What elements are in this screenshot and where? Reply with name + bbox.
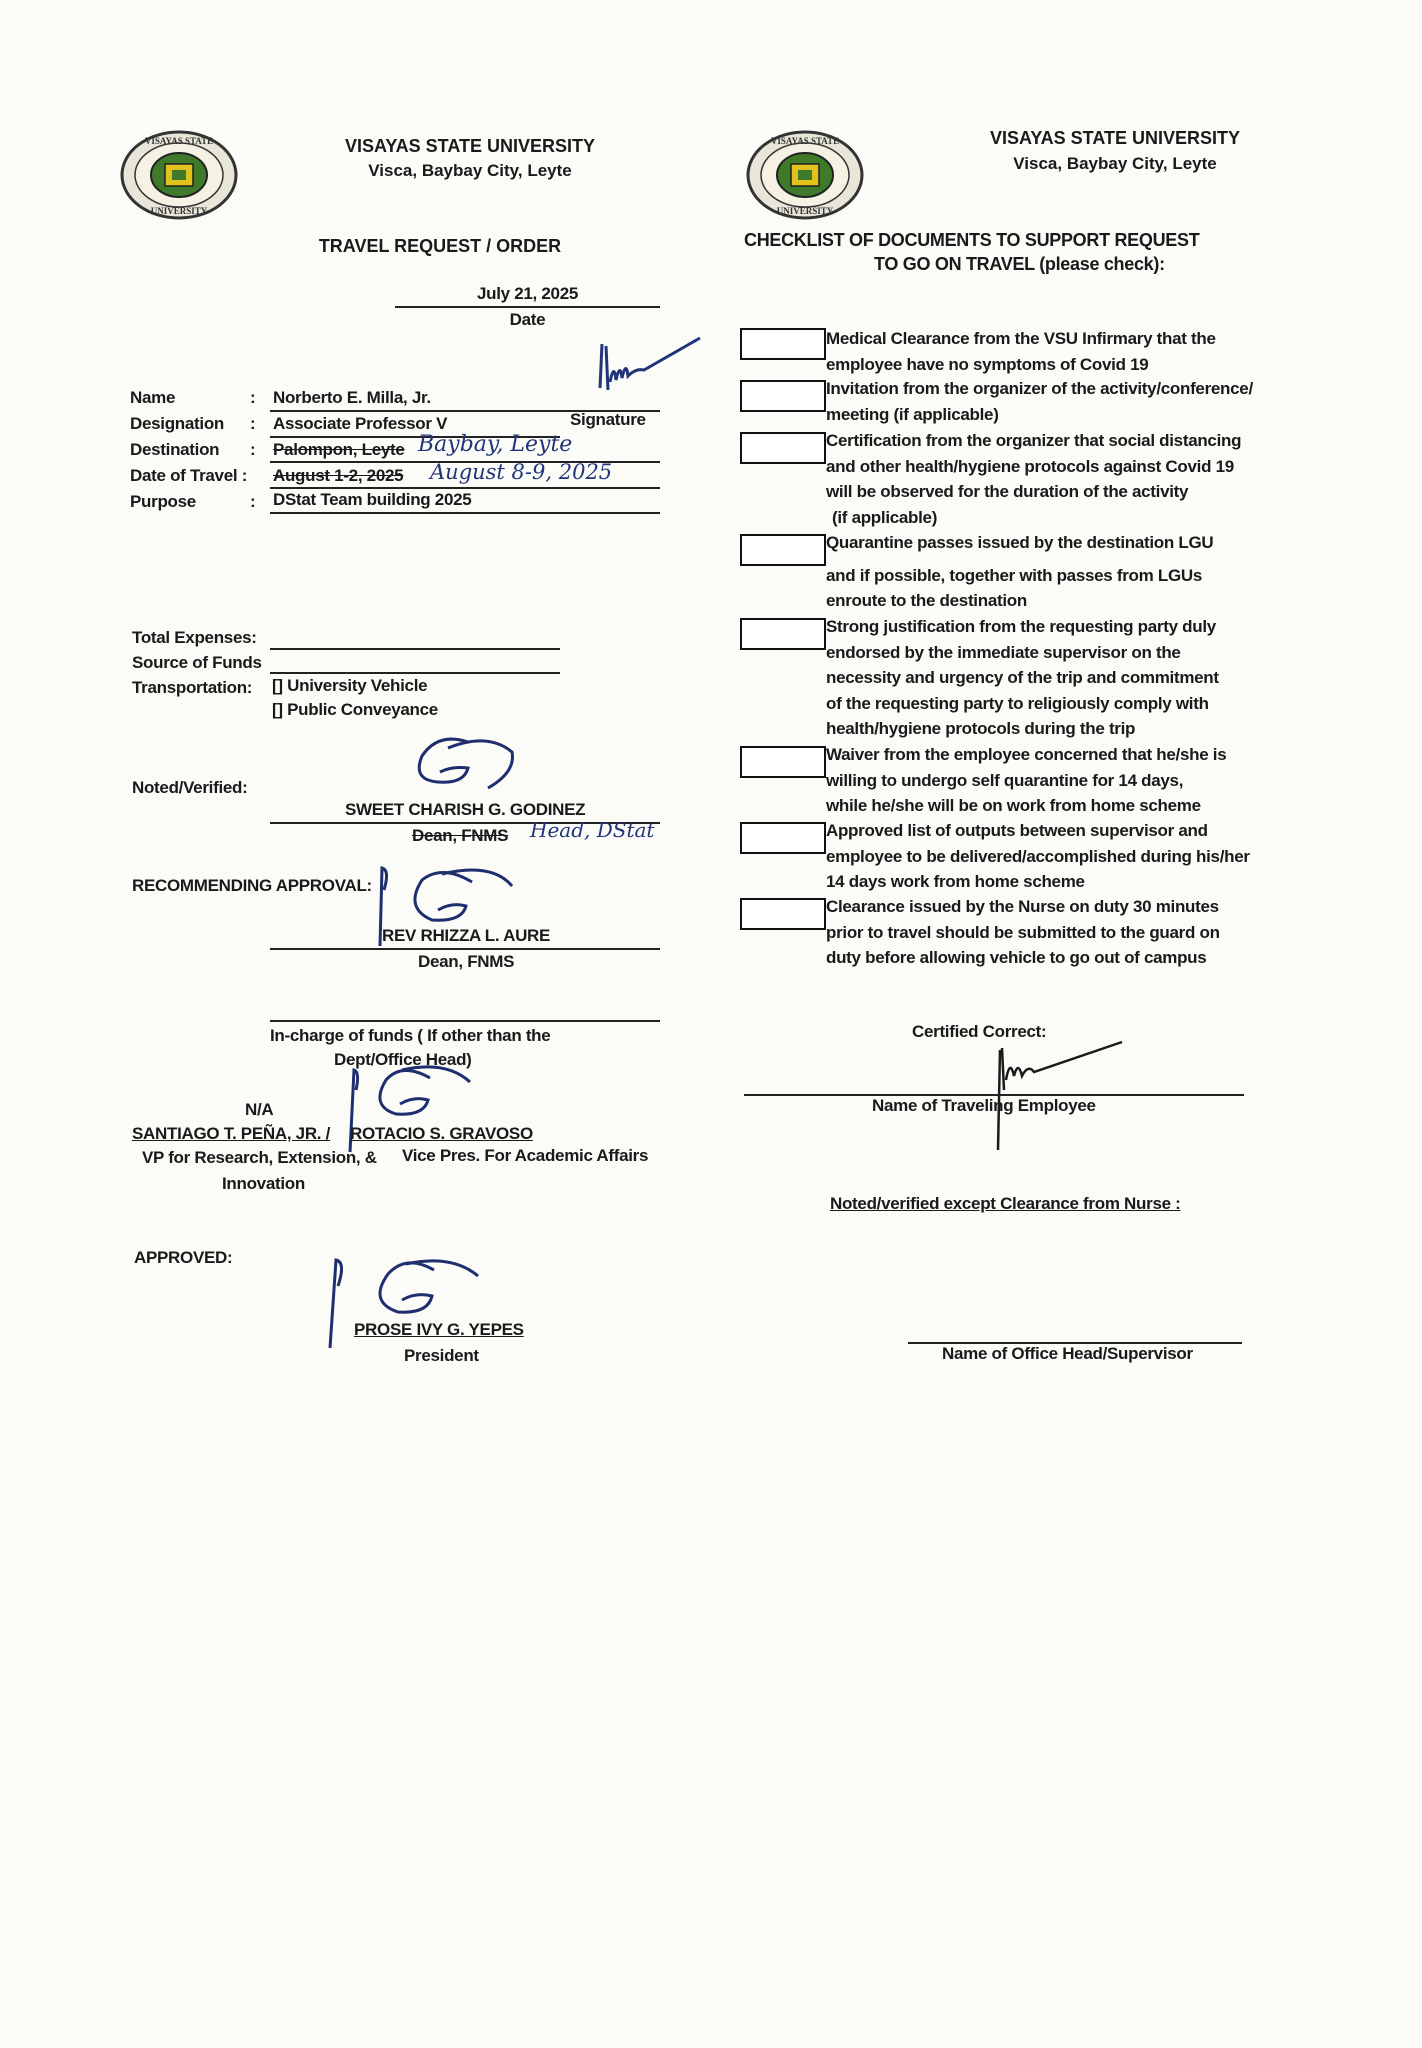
checklist-item-5-line-4: of the requesting party to religiously comply with xyxy=(826,693,1209,713)
checklist-item-8-line-2: prior to travel should be submitted to the guard on xyxy=(826,922,1220,942)
noted-name: SWEET CHARISH G. GODINEZ xyxy=(345,800,586,819)
checklist-item-5-line-1: Strong justification from the requesting party duly xyxy=(826,617,1216,636)
designation-value: Associate Professor V xyxy=(273,414,448,433)
destination-label: Destination xyxy=(130,440,220,459)
checklist-item-waiver xyxy=(826,742,1296,819)
checklist-item-invitation xyxy=(826,376,1296,427)
source-of-funds-line xyxy=(270,672,560,674)
vp-right-title: Vice Pres. For Academic Affairs xyxy=(402,1146,649,1165)
source-of-funds-label: Source of Funds xyxy=(132,653,262,672)
checklist-item-6-line-1: Waiver from the employee concerned that he/she is xyxy=(826,745,1227,764)
date-of-travel-handwritten: August 8-9, 2025 xyxy=(430,460,613,484)
checklist-item-6-line-2: willing to undergo self quarantine for 14 days, xyxy=(826,770,1184,790)
recommending-title: Dean, FNMS xyxy=(418,952,515,971)
checklist-item-5-line-5: health/hygiene protocols during the trip xyxy=(826,719,1136,738)
purpose-label: Purpose xyxy=(130,492,196,511)
left-university-name: VISAYAS STATE UNIVERSITY xyxy=(344,136,596,156)
checklist-item-7-line-2: employee to be delivered/accomplished during his/her xyxy=(826,846,1250,866)
traveling-employee-label: Name of Traveling Employee xyxy=(872,1096,1096,1115)
checklist-item-3-line-4: (if applicable) xyxy=(832,507,938,527)
checklist-item-nurse-clearance xyxy=(826,894,1296,971)
recommending-label: RECOMMENDING APPROVAL: xyxy=(132,876,372,895)
checklist-item-1-line-1: Medical Clearance from the VSU Infirmary that the xyxy=(826,329,1216,348)
name-colon: : xyxy=(250,388,256,407)
option-public-conveyance: [] Public Conveyance xyxy=(272,700,438,719)
seal-text-bottom-right: UNIVERSITY xyxy=(776,206,834,216)
checklist-item-6-line-3: while he/she will be on work from home scheme xyxy=(826,796,1201,815)
name-label: Name xyxy=(130,388,176,407)
approved-title: President xyxy=(404,1346,479,1365)
vp-na: N/A xyxy=(245,1100,274,1119)
checklist-item-8-line-3: duty before allowing vehicle to go out of campus xyxy=(826,948,1207,967)
checklist-item-3-line-2: and other health/hygiene protocols against Covid 19 xyxy=(826,456,1234,476)
right-university-address: Visca, Baybay City, Leyte xyxy=(1013,154,1217,173)
checkbox-waiver[interactable] xyxy=(740,746,826,778)
approved-name: PROSE IVY G. YEPES xyxy=(354,1320,524,1339)
approved-label: APPROVED: xyxy=(134,1248,233,1267)
recommending-name: REV RHIZZA L. AURE xyxy=(382,926,551,945)
certified-signature-image xyxy=(988,1030,1128,1154)
left-university-address: Visca, Baybay City, Leyte xyxy=(368,161,572,180)
vp-right-name: ROTACIO S. GRAVOSO xyxy=(350,1124,533,1143)
checklist-item-7-line-1: Approved list of outputs between supervisor and xyxy=(826,821,1208,840)
name-value: Norberto E. Milla, Jr. xyxy=(273,388,431,407)
checklist-item-1-line-2: employee have no symptoms of Covid 19 xyxy=(826,354,1149,374)
checklist-item-4-line-1: Quarantine passes issued by the destination LGU xyxy=(826,533,1214,552)
checklist-item-strong-justification xyxy=(826,614,1296,742)
checklist-item-approved-outputs xyxy=(826,818,1316,895)
vp-left-name: SANTIAGO T. PEÑA, JR. / xyxy=(132,1124,331,1143)
signature-label: Signature xyxy=(570,410,646,429)
form-title: TRAVEL REQUEST / ORDER xyxy=(318,236,562,256)
checkbox-medical-clearance[interactable] xyxy=(740,328,826,360)
purpose-colon: : xyxy=(250,492,256,511)
university-seal-logo-right xyxy=(746,130,864,220)
vp-left-title-line1: VP for Research, Extension, & xyxy=(142,1148,377,1167)
checklist-item-certification xyxy=(826,428,1296,530)
checklist-item-7-line-3: 14 days work from home scheme xyxy=(826,872,1085,891)
date-of-travel-label: Date of Travel : xyxy=(130,466,248,485)
purpose-line xyxy=(270,512,660,514)
date-label: Date xyxy=(509,310,546,329)
destination-value-struck: Palompon, Leyte xyxy=(273,440,405,459)
checkbox-strong-justification[interactable] xyxy=(740,618,826,650)
designation-label: Designation xyxy=(130,414,224,433)
checklist-title-line1: CHECKLIST OF DOCUMENTS TO SUPPORT REQUEST xyxy=(744,230,1200,250)
right-university-name: VISAYAS STATE UNIVERSITY xyxy=(989,128,1241,148)
checkbox-approved-outputs[interactable] xyxy=(740,822,826,854)
date-value: July 21, 2025 xyxy=(476,284,578,303)
checklist-item-4-line-3: enroute to the destination xyxy=(826,591,1027,610)
transportation-label: Transportation: xyxy=(132,678,253,697)
date-line xyxy=(395,306,660,308)
designation-colon: : xyxy=(250,414,256,433)
noted-label: Noted/Verified: xyxy=(132,778,248,797)
checkbox-quarantine-passes[interactable] xyxy=(740,534,826,566)
date-of-travel-value-struck: August 1-2, 2025 xyxy=(273,466,404,485)
seal-text-top: VISAYAS STATE xyxy=(144,136,214,146)
certified-label: Certified Correct: xyxy=(912,1022,1047,1041)
total-expenses-line xyxy=(270,648,560,650)
checkbox-nurse-clearance[interactable] xyxy=(740,898,826,930)
office-head-label: Name of Office Head/Supervisor xyxy=(942,1344,1193,1363)
university-seal-logo xyxy=(120,130,238,220)
checklist-item-2-line-1: Invitation from the organizer of the activity/conference/ xyxy=(826,379,1253,398)
noted-title-struck: Dean, FNMS xyxy=(412,826,509,845)
noted-title-handwritten: Head, DStat xyxy=(530,818,655,842)
checklist-item-5-line-2: endorsed by the immediate supervisor on the xyxy=(826,642,1181,662)
checklist-item-5-line-3: necessity and urgency of the trip and commitment xyxy=(826,668,1219,687)
checklist-item-3-line-3: will be observed for the duration of the activity xyxy=(826,482,1189,501)
date-of-travel-line xyxy=(270,487,660,489)
seal-text-top-right: VISAYAS STATE xyxy=(770,136,840,146)
checklist-item-medical-clearance xyxy=(826,326,1296,377)
noted-signature-image xyxy=(408,728,518,808)
destination-colon: : xyxy=(250,440,256,459)
employee-signature-image xyxy=(592,332,704,400)
destination-handwritten: Baybay, Leyte xyxy=(418,432,573,457)
checklist-item-4-line-2: and if possible, together with passes from LGUs xyxy=(826,565,1203,585)
purpose-value: DStat Team building 2025 xyxy=(273,490,472,509)
funds-line2: Dept/Office Head) xyxy=(334,1050,472,1069)
checklist-title-line2: TO GO ON TRAVEL (please check): xyxy=(874,254,1165,274)
vp-left-title-line2: Innovation xyxy=(222,1174,305,1193)
seal-text-bottom: UNIVERSITY xyxy=(150,206,208,216)
recommending-line xyxy=(270,948,660,950)
checklist-item-8-line-1: Clearance issued by the Nurse on duty 30 minutes xyxy=(826,897,1219,916)
option-university-vehicle: [] University Vehicle xyxy=(272,676,428,695)
noted-verified-nurse-label: Noted/verified except Clearance from Nurse : xyxy=(830,1194,1181,1213)
total-expenses-label: Total Expenses: xyxy=(132,628,257,647)
checkbox-invitation[interactable] xyxy=(740,380,826,412)
checklist-item-3-line-1: Certification from the organizer that social distancing xyxy=(826,431,1242,450)
checkbox-certification[interactable] xyxy=(740,432,826,464)
checklist-item-quarantine-passes xyxy=(826,530,1296,614)
funds-line1: In-charge of funds ( If other than the xyxy=(270,1026,551,1045)
checklist-item-2-line-2: meeting (if applicable) xyxy=(826,404,999,424)
funds-line xyxy=(270,1020,660,1022)
